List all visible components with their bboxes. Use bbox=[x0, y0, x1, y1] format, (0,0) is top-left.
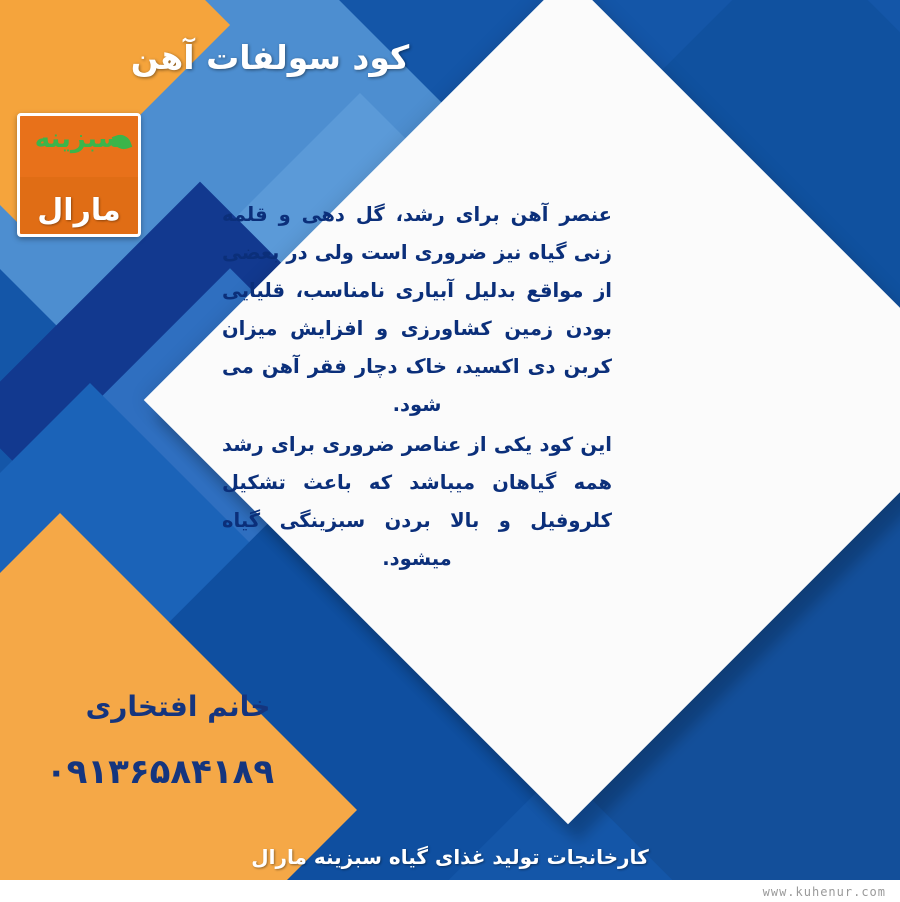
page-title: کود سولفات آهن bbox=[130, 38, 410, 77]
contact-name: خانم افتخاری bbox=[85, 690, 271, 723]
footer-text: کارخانجات تولید غذای گیاه سبزینه مارال bbox=[251, 845, 649, 869]
body-paragraph-2: این کود یکی از عناصر ضروری برای رشد همه گیاهان میباشد که باعث تشکیل کلروفیل و بالا بردن سبزینگی گیاه میشود. bbox=[222, 433, 612, 571]
contact-phone: ۰۹۱۳۶۵۸۴۱۸۹ bbox=[45, 752, 275, 792]
body-paragraph-1: عنصر آهن برای رشد، گل دهی و قلمه زنی گیاه نیز ضروری است ولی در بعضی از مواقع بدلیل آبیاری نامناسب، قلیایی بودن زمین کشاورزی و افزایش میزان کربن دی اکسید، خاک دچار فقر آهن می شود. bbox=[222, 203, 612, 417]
watermark-text: www.kuhenur.com bbox=[762, 885, 886, 899]
logo-text-bottom: مارال bbox=[37, 193, 121, 228]
brand-logo bbox=[17, 113, 141, 237]
footer-bar bbox=[0, 834, 900, 880]
body-text bbox=[222, 196, 612, 580]
logo-text-top: سبزینه bbox=[34, 124, 124, 154]
